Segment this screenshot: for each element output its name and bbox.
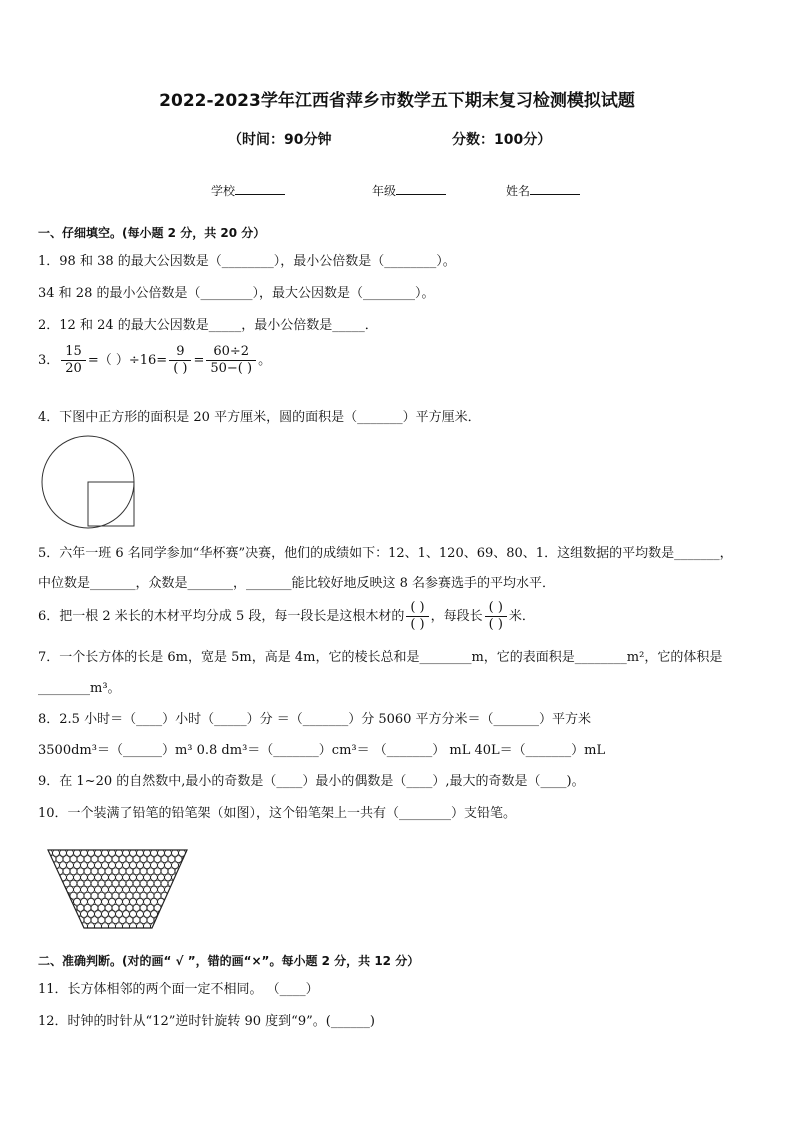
pencil-circle bbox=[182, 868, 189, 875]
pencil-circle bbox=[172, 850, 179, 857]
pencil-circle bbox=[147, 856, 154, 863]
pencil-circle bbox=[105, 929, 112, 932]
pencil-circle bbox=[56, 929, 63, 932]
pencil-circle bbox=[95, 898, 102, 905]
pencil-circle bbox=[49, 868, 56, 875]
question-11: 11．长方体相邻的两个面一定不相同。 （____） bbox=[38, 982, 319, 997]
pencil-circle bbox=[91, 905, 98, 912]
q6-text-a: 6．把一根 2 米长的木材平均分成 5 段，每一段长是这根木材的 bbox=[38, 609, 405, 624]
school-label: 学校 bbox=[211, 184, 236, 198]
pencil-circle bbox=[126, 917, 133, 924]
pencil-circle bbox=[161, 929, 168, 932]
pencil-circle bbox=[119, 892, 126, 899]
question-5a: 5．六年一班 6 名同学参加“华杯赛”决赛，他们的成绩如下：12、1、120、69、80、1．这组数据的平均数是_______， bbox=[38, 546, 733, 561]
pencil-circle bbox=[95, 874, 102, 881]
pencil-circle bbox=[133, 868, 140, 875]
pencil-circle bbox=[74, 923, 81, 930]
pencil-circle bbox=[165, 850, 172, 857]
pencil-circle bbox=[154, 856, 161, 863]
pencil-circle bbox=[158, 923, 165, 930]
pencil-circle bbox=[133, 880, 140, 887]
pencil-circle bbox=[175, 917, 182, 924]
pencil-circle bbox=[116, 898, 123, 905]
pencil-circle bbox=[137, 862, 144, 869]
pencil-circle bbox=[161, 880, 168, 887]
pencil-circle bbox=[151, 862, 158, 869]
pencil-circle bbox=[98, 868, 105, 875]
name-blank[interactable] bbox=[530, 182, 580, 195]
pencil-circle bbox=[130, 886, 137, 893]
pencil-circle bbox=[165, 923, 172, 930]
pencil-circle bbox=[95, 850, 102, 857]
pencil-circle bbox=[70, 929, 77, 932]
question-4: 4．下图中正方形的面积是 20 平方厘米，圆的面积是（_______）平方厘米． bbox=[38, 410, 481, 425]
pencil-circle bbox=[84, 880, 91, 887]
pencil-circle bbox=[130, 911, 137, 918]
pencil-circle bbox=[144, 886, 151, 893]
exam-time: （时间：90分钟 bbox=[228, 132, 332, 148]
pencil-circle bbox=[84, 868, 91, 875]
pencil-circle bbox=[98, 880, 105, 887]
pencil-circle bbox=[116, 886, 123, 893]
pencil-circle bbox=[53, 886, 60, 893]
pencil-circle bbox=[182, 929, 189, 932]
question-7b: ________m³。 bbox=[38, 681, 121, 696]
pencil-circle bbox=[91, 880, 98, 887]
pencil-circle bbox=[70, 856, 77, 863]
q3-eq2: = bbox=[193, 353, 205, 368]
section2-heading: 二、准确判断。(对的画“ √ ”，错的画“×”。每小题 2 分，共 12 分） bbox=[38, 954, 420, 968]
pencil-circle bbox=[126, 929, 133, 932]
q3-suffix: 。 bbox=[258, 353, 272, 368]
pencil-circle bbox=[105, 905, 112, 912]
pencil-circle bbox=[105, 917, 112, 924]
pencil-circle bbox=[67, 911, 74, 918]
pencil-circle bbox=[116, 850, 123, 857]
pencil-circle bbox=[67, 874, 74, 881]
q3-f1-numerator: 15 bbox=[61, 344, 86, 361]
pencil-circle bbox=[133, 905, 140, 912]
pencil-circle bbox=[77, 892, 84, 899]
pencil-circle bbox=[95, 886, 102, 893]
pencil-circle bbox=[158, 862, 165, 869]
pencil-circle bbox=[95, 911, 102, 918]
pencil-circle bbox=[109, 862, 116, 869]
pencil-circle bbox=[123, 874, 130, 881]
pencil-circle bbox=[91, 856, 98, 863]
pencil-circle bbox=[109, 898, 116, 905]
pencil-circle bbox=[91, 892, 98, 899]
pencil-circle bbox=[84, 905, 91, 912]
pencil-circle bbox=[126, 868, 133, 875]
pencil-circle bbox=[123, 886, 130, 893]
pencil-circle bbox=[46, 898, 52, 905]
pencil-circle bbox=[70, 892, 77, 899]
pencil-circle bbox=[182, 917, 189, 924]
pencil-circle bbox=[168, 856, 175, 863]
q6-f2-denominator: ( ) bbox=[488, 617, 503, 632]
pencil-circle bbox=[144, 911, 151, 918]
pencil-circle bbox=[63, 856, 70, 863]
pencil-circle bbox=[168, 905, 175, 912]
pencil-circle bbox=[102, 886, 109, 893]
pencil-circle bbox=[154, 892, 161, 899]
pencil-circle bbox=[109, 874, 116, 881]
pencil-circle bbox=[168, 892, 175, 899]
pencil-circle bbox=[116, 862, 123, 869]
pencil-circle bbox=[112, 856, 119, 863]
pencil-circle bbox=[63, 868, 70, 875]
pencil-circle bbox=[179, 886, 186, 893]
pencil-circle bbox=[133, 856, 140, 863]
pencil-circle bbox=[172, 911, 179, 918]
question-5b: 中位数是_______，众数是_______，_______能比较好地反映这 8 名参赛选手的平均水平． bbox=[38, 576, 556, 591]
pencil-circle bbox=[119, 880, 126, 887]
pencil-circle bbox=[130, 862, 137, 869]
q3-f2-numerator: 9 bbox=[169, 344, 191, 361]
pencil-circle bbox=[112, 917, 119, 924]
question-9: 9．在 1~20 的自然数中,最小的奇数是（____）最小的偶数是（____）,最大的奇数是（____)。 bbox=[38, 774, 585, 789]
pencil-circle bbox=[147, 868, 154, 875]
pencil-circle bbox=[144, 874, 151, 881]
q3-fraction-1 bbox=[61, 344, 86, 377]
pencil-circle bbox=[105, 856, 112, 863]
pencil-circle bbox=[119, 868, 126, 875]
pencil-circle bbox=[179, 923, 186, 930]
pencil-circle bbox=[60, 911, 67, 918]
pencil-circle bbox=[151, 911, 158, 918]
q6-f1-denominator: ( ) bbox=[410, 617, 425, 632]
pencil-circle bbox=[98, 929, 105, 932]
pencil-circle bbox=[88, 850, 95, 857]
pencil-circle bbox=[105, 892, 112, 899]
pencil-circle bbox=[112, 929, 119, 932]
pencil-circle bbox=[102, 862, 109, 869]
pencil-circle bbox=[175, 929, 182, 932]
q3-f3-numerator: 60÷2 bbox=[206, 344, 256, 361]
pencil-circle bbox=[95, 862, 102, 869]
pencil-circle bbox=[53, 850, 60, 857]
pencil-circle bbox=[119, 905, 126, 912]
pencil-circle bbox=[172, 898, 179, 905]
pencil-circle bbox=[60, 850, 67, 857]
grade-label: 年级 bbox=[372, 184, 397, 198]
pencil-circle bbox=[88, 862, 95, 869]
pencil-circle bbox=[74, 886, 81, 893]
q3-fraction-2 bbox=[169, 344, 191, 377]
pencil-circle bbox=[70, 880, 77, 887]
pencil-circle bbox=[116, 911, 123, 918]
question-1b: 34 和 28 的最小公倍数是（________），最大公因数是（________）。 bbox=[38, 286, 435, 301]
pencil-circle bbox=[53, 874, 60, 881]
pencil-circle bbox=[46, 886, 52, 893]
pencil-circle bbox=[137, 874, 144, 881]
q3-f3-denominator: 50−( ) bbox=[210, 361, 253, 376]
name-field bbox=[506, 182, 580, 199]
question-8b: 3500dm³＝（______）m³ 0.8 dm³＝（_______）cm³＝ （_______） mL 40L＝（_______）mL bbox=[38, 743, 606, 758]
pencil-circle bbox=[102, 898, 109, 905]
pencil-circle bbox=[168, 929, 175, 932]
pencil-circle bbox=[133, 929, 140, 932]
pencil-circle bbox=[70, 868, 77, 875]
pencil-circle bbox=[126, 892, 133, 899]
pencil-circle bbox=[81, 874, 88, 881]
pencil-circle bbox=[137, 911, 144, 918]
pencil-circle bbox=[179, 874, 186, 881]
pencil-circle bbox=[56, 892, 63, 899]
question-6 bbox=[38, 600, 535, 633]
pencil-circle bbox=[158, 886, 165, 893]
pencil-circle bbox=[161, 917, 168, 924]
pencil-circle bbox=[88, 911, 95, 918]
pencil-circle bbox=[137, 898, 144, 905]
pencil-circle bbox=[63, 929, 70, 932]
pencil-circle bbox=[105, 880, 112, 887]
pencil-circle bbox=[109, 850, 116, 857]
pencil-circle bbox=[126, 856, 133, 863]
q6-f1-numerator: ( ) bbox=[406, 600, 428, 617]
pencil-circle bbox=[56, 856, 63, 863]
pencil-circle bbox=[102, 874, 109, 881]
pencil-circle bbox=[133, 917, 140, 924]
pencil-circle bbox=[53, 923, 60, 930]
pencil-circle bbox=[84, 892, 91, 899]
pencil-circle bbox=[140, 929, 147, 932]
q3-prefix: 3． bbox=[38, 353, 60, 368]
pencil-circle bbox=[63, 905, 70, 912]
exam-title: 2022-2023学年江西省萍乡市数学五下期末复习检测模拟试题 bbox=[159, 91, 635, 111]
pencil-circle bbox=[151, 886, 158, 893]
question-8a: 8．2.5 小时＝（____）小时（_____）分 ＝（_______）分 5060 平方分米＝（_______）平方米 bbox=[38, 712, 592, 727]
pencil-circle bbox=[179, 898, 186, 905]
pencil-circle bbox=[77, 905, 84, 912]
pencil-circle bbox=[137, 886, 144, 893]
pencil-circle bbox=[105, 868, 112, 875]
pencil-circle bbox=[98, 917, 105, 924]
section1-heading: 一、仔细填空。(每小题 2 分，共 20 分） bbox=[38, 226, 266, 240]
pencil-circle bbox=[151, 898, 158, 905]
q3-fraction-3 bbox=[206, 344, 256, 377]
pencil-circle bbox=[46, 911, 52, 918]
pencil-circle bbox=[158, 850, 165, 857]
pencil-circle bbox=[154, 929, 161, 932]
pencil-circle bbox=[81, 862, 88, 869]
pencil-circle bbox=[140, 905, 147, 912]
pencil-circle bbox=[179, 911, 186, 918]
pencil-circle bbox=[151, 850, 158, 857]
pencil-circle bbox=[140, 892, 147, 899]
pencil-circle bbox=[126, 880, 133, 887]
pencil-circle bbox=[182, 905, 189, 912]
pencil-circle bbox=[53, 898, 60, 905]
q6-text-c: 米． bbox=[508, 609, 535, 624]
pencil-circle bbox=[175, 880, 182, 887]
pencil-circle bbox=[154, 880, 161, 887]
pencil-circle bbox=[112, 905, 119, 912]
pencil-circle bbox=[168, 868, 175, 875]
pencil-circle bbox=[102, 911, 109, 918]
pencil-circle bbox=[172, 923, 179, 930]
pencil-circle bbox=[74, 850, 81, 857]
question-1a: 1．98 和 38 的最大公因数是（________），最小公倍数是（________）。 bbox=[38, 254, 456, 269]
pencil-circle bbox=[119, 917, 126, 924]
pencil-circle bbox=[74, 862, 81, 869]
pencil-circle bbox=[88, 898, 95, 905]
pencil-circle bbox=[123, 911, 130, 918]
q3-f1-denominator: 20 bbox=[65, 361, 82, 376]
pencil-circle bbox=[182, 892, 189, 899]
pencil-circle bbox=[140, 917, 147, 924]
pencil-circle bbox=[123, 850, 130, 857]
pencil-circle bbox=[161, 856, 168, 863]
name-label: 姓名 bbox=[506, 184, 531, 198]
pencil-circle bbox=[53, 911, 60, 918]
pencil-circle bbox=[130, 874, 137, 881]
pencil-circle bbox=[102, 850, 109, 857]
q6-fraction-1 bbox=[406, 600, 428, 633]
pencil-circle bbox=[175, 892, 182, 899]
pencil-circle bbox=[172, 886, 179, 893]
pencil-circle bbox=[46, 862, 52, 869]
pencil-circle bbox=[112, 880, 119, 887]
q3-f2-denominator: ( ) bbox=[173, 361, 188, 376]
pencil-circle bbox=[158, 874, 165, 881]
school-field bbox=[211, 182, 285, 199]
pencil-circle bbox=[140, 856, 147, 863]
pencil-circle bbox=[147, 917, 154, 924]
pencil-circle bbox=[88, 874, 95, 881]
pencil-circle bbox=[49, 892, 56, 899]
pencil-circle bbox=[60, 923, 67, 930]
pencil-circle bbox=[123, 898, 130, 905]
pencil-circle bbox=[109, 886, 116, 893]
pencil-circle bbox=[49, 929, 56, 932]
school-blank[interactable] bbox=[235, 182, 285, 195]
grade-blank[interactable] bbox=[396, 182, 446, 195]
pencil-circle bbox=[165, 862, 172, 869]
pencil-circle bbox=[147, 892, 154, 899]
pencil-circle bbox=[74, 898, 81, 905]
pencil-circle bbox=[49, 917, 56, 924]
pencil-circle bbox=[144, 898, 151, 905]
pencil-circle bbox=[81, 886, 88, 893]
pencil-circle bbox=[98, 856, 105, 863]
pencil-circle bbox=[175, 905, 182, 912]
pencil-circle bbox=[165, 874, 172, 881]
question-3 bbox=[38, 344, 271, 377]
pencil-circle bbox=[74, 874, 81, 881]
pencil-circle bbox=[119, 929, 126, 932]
pencil-circle bbox=[137, 850, 144, 857]
question-7a: 7．一个长方体的长是 6m，宽是 5m，高是 4m，它的棱长总和是________m，它的表面积是________m²，它的体积是 bbox=[38, 650, 723, 665]
pencil-circle bbox=[77, 856, 84, 863]
pencil-circle bbox=[56, 917, 63, 924]
pencil-circle bbox=[175, 856, 182, 863]
pencil-circle bbox=[81, 898, 88, 905]
pencil-circle bbox=[116, 874, 123, 881]
pencil-circle bbox=[144, 862, 151, 869]
pencil-rack-figure bbox=[46, 846, 190, 932]
question-2: 2．12 和 24 的最大公因数是_____，最小公倍数是_____． bbox=[38, 318, 378, 333]
q6-text-b: ，每段长 bbox=[430, 609, 483, 624]
pencil-circle bbox=[140, 880, 147, 887]
pencil-circle bbox=[81, 850, 88, 857]
pencil-circle bbox=[130, 898, 137, 905]
pencil-circle bbox=[77, 868, 84, 875]
pencil-circle bbox=[88, 886, 95, 893]
pencil-circle bbox=[77, 880, 84, 887]
pencil-circle bbox=[147, 905, 154, 912]
pencil-circle bbox=[112, 892, 119, 899]
pencil-circle bbox=[84, 917, 91, 924]
pencil-circle bbox=[161, 868, 168, 875]
pencil-circle bbox=[112, 868, 119, 875]
pencil-circle bbox=[119, 856, 126, 863]
pencil-circle bbox=[126, 905, 133, 912]
pencil-circle bbox=[77, 929, 84, 932]
pencil-circle bbox=[84, 929, 91, 932]
pencil-circle bbox=[147, 929, 154, 932]
pencil-circle bbox=[130, 850, 137, 857]
pencil-circle bbox=[133, 892, 140, 899]
q6-fraction-2 bbox=[485, 600, 507, 633]
pencil-circle bbox=[109, 911, 116, 918]
figure-square bbox=[88, 482, 134, 526]
pencil-circle bbox=[46, 874, 52, 881]
pencil-circle bbox=[151, 874, 158, 881]
pencil-circle bbox=[81, 911, 88, 918]
pencil-circle bbox=[144, 850, 151, 857]
pencil-circle bbox=[182, 880, 189, 887]
pencil-circle bbox=[123, 862, 130, 869]
pencil-circle bbox=[60, 898, 67, 905]
pencil-circle bbox=[67, 923, 74, 930]
pencil-circle bbox=[154, 868, 161, 875]
question-10: 10．一个装满了铅笔的铅笔架（如图），这个铅笔架上一共有（________）支铅笔。 bbox=[38, 806, 517, 821]
pencil-circle bbox=[70, 917, 77, 924]
pencil-circle bbox=[63, 917, 70, 924]
pencil-circle bbox=[46, 923, 52, 930]
pencil-circle bbox=[49, 880, 56, 887]
pencil-circle bbox=[49, 905, 56, 912]
q6-f2-numerator: ( ) bbox=[485, 600, 507, 617]
pencil-circle bbox=[165, 911, 172, 918]
pencil-circle bbox=[67, 862, 74, 869]
pencil-circle bbox=[91, 917, 98, 924]
question-12: 12．时钟的时针从“12”逆时针旋转 90 度到“9”。(______) bbox=[38, 1014, 375, 1029]
exam-score: 分数：100分） bbox=[452, 132, 552, 148]
pencil-circle bbox=[91, 868, 98, 875]
pencil-circle bbox=[98, 892, 105, 899]
pencil-circle bbox=[168, 917, 175, 924]
pencil-circle bbox=[91, 929, 98, 932]
circle-square-figure bbox=[40, 434, 136, 530]
pencil-circle bbox=[56, 905, 63, 912]
pencil-circle bbox=[140, 868, 147, 875]
pencil-circle bbox=[98, 905, 105, 912]
pencil-circle bbox=[67, 850, 74, 857]
pencil-circle bbox=[147, 880, 154, 887]
pencil-circle bbox=[84, 856, 91, 863]
q3-eq1: =（ ）÷16= bbox=[87, 353, 168, 368]
pencil-circle bbox=[172, 862, 179, 869]
pencil-circle bbox=[60, 862, 67, 869]
grade-field bbox=[372, 182, 446, 199]
pencil-circle bbox=[165, 898, 172, 905]
